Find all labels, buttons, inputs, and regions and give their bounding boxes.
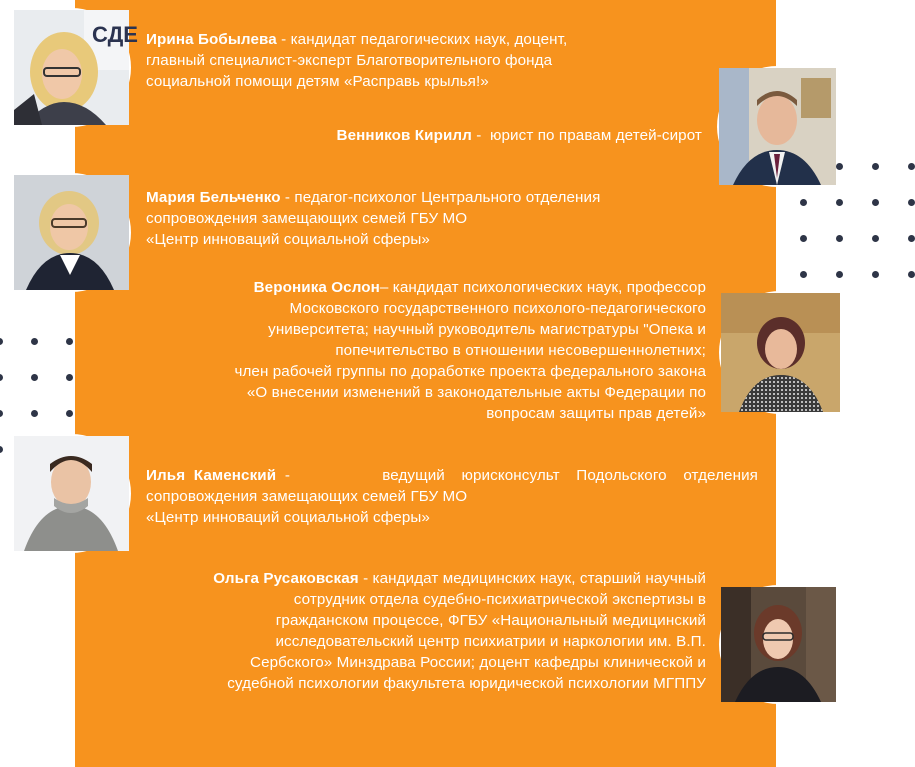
decorative-dot [872,199,879,206]
separator: - [358,570,373,587]
decorative-dot [908,163,915,170]
avatar-irina-bobyleva [14,10,138,125]
separator: - [280,189,295,206]
decorative-dot [872,271,879,278]
decorative-dot [872,163,879,170]
bio-kirill-vennikov [146,125,702,146]
bio-ilya-kamensky [146,465,758,528]
bio-line: вопросам защиты прав детей» [486,405,706,422]
bio-line: судебной психологии факультета юридической психологии МГППУ [227,675,706,692]
bio-line: сопровождения замещающих семей ГБУ МО [146,210,468,227]
avatar-veronika-oslon [721,293,840,412]
bio-line: «Центр инноваций социальной сферы» [146,231,430,248]
decorative-dot [908,235,915,242]
person-name: Вероника Ослон [253,279,380,296]
bio-line: «Центр инноваций социальной сферы» [146,509,430,526]
decorative-dot [836,163,843,170]
bio-line: социальной помощи детям «Расправь крылья!» [146,73,489,90]
decorative-dot [836,199,843,206]
separator: - [276,31,291,48]
decorative-dot [0,446,3,453]
decorative-dot [836,271,843,278]
bio-line: гражданском процессе, ФГБУ «Национальный медицинский [275,612,706,629]
decorative-dot [66,374,73,381]
decorative-dot [872,235,879,242]
decorative-dot [800,235,807,242]
bio-line: попечительство в отношении несовершеннолетних; [335,342,706,359]
bio-line: «О внесении изменений в законодательные акты Федерации по [246,384,706,401]
bio-line: Московского государственного психолого-педагогического [289,300,706,317]
person-name: Венников Кирилл [336,127,472,144]
bio-line: член рабочей группы по доработке проекта федерального закона [234,363,706,380]
decorative-dot [66,338,73,345]
person-name: Ольга Русаковская [213,570,359,587]
decorative-dot [66,410,73,417]
separator: - [471,127,491,144]
decorative-dot [0,338,3,345]
decorative-dot [0,410,3,417]
bio-irina-bobyleva [146,29,706,92]
decorative-dot [908,271,915,278]
decorative-dot [31,374,38,381]
bio-maria-belchenko [146,187,716,250]
bio-line: ведущий юрисконсульт Подольского отделения [382,467,758,484]
bio-veronika-oslon [110,277,706,424]
decorative-dot [908,199,915,206]
bio-line: главный специалист-эксперт Благотворительного фонда [146,52,553,69]
decorative-dot [31,410,38,417]
person-name: Мария Бельченко [146,189,281,206]
decorative-dot [800,199,807,206]
decorative-dot [0,374,3,381]
photo-logo-text: СДЕ [92,22,138,47]
decorative-dot [800,271,807,278]
bio-line: сотрудник отдела судебно-психиатрической экспертизы в [293,591,706,608]
avatar-maria-belchenko [14,175,129,290]
separator: – [379,279,393,296]
decorative-dot [836,235,843,242]
avatar-olga-rusakovskaya [721,587,836,702]
decorative-dot [31,338,38,345]
bio-line: сопровождения замещающих семей ГБУ МО [146,488,468,505]
bio-line: кандидат медицинских наук, старший научный [372,570,706,587]
bio-line: кандидат педагогических наук, доцент, [290,31,568,48]
bio-line: юрист по правам детей-сирот [490,127,702,144]
bio-line: кандидат психологических наук, профессор [392,279,706,296]
bio-olga-rusakovskaya [100,568,706,694]
avatar-ilya-kamensky [14,436,129,551]
bio-line: Сербского» Минздрава России; доцент кафедры клинической и [250,654,706,671]
bio-line: педагог-психолог Центрального отделения [294,189,601,206]
person-name: Ирина Бобылева [146,31,277,48]
separator: - [276,467,299,484]
bio-line: исследовательский центр психиатрии и наркологии им. В.П. [275,633,706,650]
bio-line: университета; научный руководитель магистратуры "Опека и [268,321,706,338]
avatar-kirill-vennikov [719,68,836,185]
person-name: Илья Каменский [146,467,277,484]
